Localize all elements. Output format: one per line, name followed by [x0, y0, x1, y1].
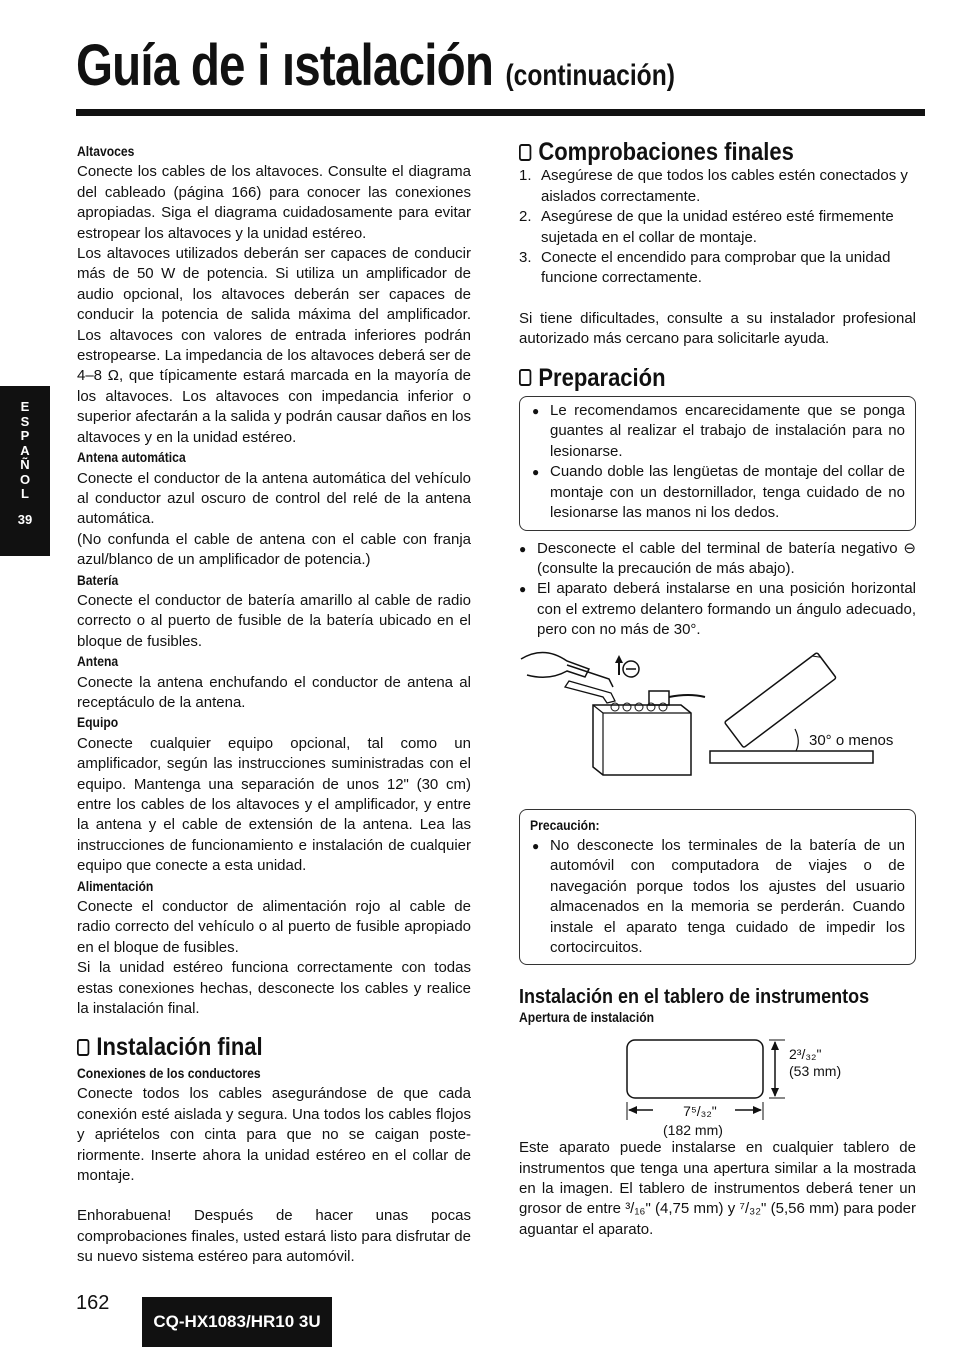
section-box-icon [519, 144, 531, 161]
page-title [76, 32, 675, 99]
comprobaciones-note: Si tiene dificultades, consulte a su instalador profesional autorizado más cercano para solicitarle ayuda. [519, 309, 916, 348]
instalacion-final-title [77, 1033, 424, 1062]
antena-heading: Antena [77, 654, 119, 670]
left-column [77, 142, 471, 1268]
tablero-title: Instalación en el tablero de instrumentos [519, 986, 870, 1009]
equipo-p1: Conecte cualquier equipo opcional, tal como un amplificador, según las instrucciones suministradas con el equipo. Mantenga una separación de unos 12" (30 cm) entre los cables de los altavoces y el amplificador, y entre la antena y el cable de extensión de la antena. Lea las instrucciones de funcionamiento e instalación de cualquier equipo que conecte a esta unidad. [77, 734, 471, 875]
installation-illustration [519, 641, 916, 803]
altavoces-heading: Altavoces [77, 144, 135, 159]
preparacion-list [519, 539, 916, 641]
comprobaciones-title-text: Comprobaciones finales [538, 138, 794, 166]
altavoces-p1: Conecte los cables de los altavoces. Consulte el diagrama del cableado (página 166) para conocer las conexiones apropiadas. Siga el diagrama cuidadosamente para evitar estropear los altavoces y la unidad estéreo. [77, 163, 471, 242]
page-title-main: Guía de i ıstalación [76, 33, 494, 98]
list-item: ● No desconecte los terminales de la batería de un automóvil con computadora de viajes o de navegación porque todos los ajustes del usuario almacenados en la memoria se perderán. Cuando instale el aparato tenga cuidado de impedir los cortocircuitos. [532, 836, 905, 956]
opening-diagram [519, 1028, 916, 1138]
list-item: ● Le recomendamos encarecidamente que se ponga guantes al realizar el trabajo de instalación para no lesionarse. [532, 402, 905, 460]
list-item: ● El aparato deberá instalarse en una posición horizontal con el extremo delantero formando un ángulo adecuado, pero con no más de 30°. [519, 580, 916, 639]
battery-illustration [519, 641, 916, 803]
precaucion-box [519, 809, 916, 966]
side-tab-letter: P [20, 428, 30, 443]
bateria-p1: Conecte el conductor de batería amarillo al cable de radio correcto o al puerto de fusible de la batería ubicado en el bloque de fusibles. [77, 591, 471, 650]
apertura-heading: Apertura de instalación [519, 1009, 655, 1025]
preparacion-warning-box [519, 396, 916, 530]
side-tab-page: 39 [17, 511, 33, 527]
list-item: 2. Asegúrese de que la unidad estéreo esté firmemente sujetada en el collar de montaje. [519, 208, 894, 246]
preparacion-title [519, 363, 868, 392]
page-title-suffix: (continuación) [505, 59, 675, 92]
width-dimension: 7⁵/₃₂" (182 mm) [663, 1103, 723, 1139]
comprobaciones-title [519, 138, 868, 166]
altavoces-p2: Los altavoces utilizados deberán ser capaces de conducir más de 50 W de potencia. Si utiliza un amplificador de audio opcional, los altavoces deberán ser capaces de conducir la potencia de salida máxima del amplificador. Los altavoces con valores de entrada inferiores podrán estropearse. La impedancia de los altavoces deberá ser de 4–8 Ω, que típicamente estará marcada en la mayoría de los altavoces. Los altavoces con impedancia inferior o superior afectarán a la salida y podrán causar daños en los altavoces y en la unidad estéreo. [77, 245, 471, 446]
language-side-tab [0, 386, 50, 556]
instalacion-final-title-text: Instalación final [96, 1033, 263, 1062]
model-badge [142, 1297, 332, 1347]
list-item: 3. Conecte el encendido para comprobar que la unidad funcione correctamente. [519, 249, 891, 287]
equipo-heading: Equipo [77, 715, 119, 731]
section-box-icon [519, 369, 531, 386]
tablero-p1: Este aparato puede instalarse en cualquier tablero de instrumentos que tenga una apertura similar a la mostrada en la imagen. El tablero de instrumentos deberá tener un grosor de entre ³/₁₆" (4,75 mm) y ⁷/₃₂" (5,56 mm) para poder aguantar el aparato. [519, 1139, 916, 1238]
instalacion-final-p2: Enhorabuena! Después de hacer unas pocas comprobaciones finales, usted estará listo para disfrutar de su nuevo sistema estéreo para automóvil. [77, 1207, 471, 1266]
alimentacion-p1: Conecte el conductor de alimentación rojo al cable de radio correcto del vehículo o al puerto de fusible apropiado en el bloque de fusibles. [77, 898, 471, 956]
comprobaciones-list [519, 166, 916, 288]
alimentacion-p2: Si la unidad estéreo funciona correctamente con todas estas conexiones hechas, desconecte los cables y realice la instalación final. [77, 959, 471, 1018]
precaucion-heading: Precaución: [530, 817, 600, 833]
side-tab-letter: A [20, 442, 30, 458]
angle-label: 30° o menos [809, 731, 894, 749]
side-tab-letter: E [20, 399, 30, 414]
antena-auto-p1: Conecte el conductor de la antena automática del vehículo al conductor azul oscuro de control del relé de la antena automática. [77, 469, 471, 528]
list-item: 1. Asegúrese de que todos los cables estén conectados y aislados correctamente. [519, 167, 908, 205]
model-label: CQ-HX1083/HR10 3U [153, 1312, 321, 1331]
title-rule [76, 109, 925, 116]
instalacion-final-p1: Conecte todos los cables asegurándose de que cada conexión esté aislada y segura. Una todos los cables flojos y apriételos con cinta para que no se caigan poste-riormente. Inserte ahora la unidad estéreo en el collar de montaje. [77, 1085, 471, 1184]
side-tab-letter: Ñ [20, 457, 30, 472]
alimentacion-heading: Alimentación [77, 878, 154, 894]
height-dimension: 2³/₃₂" (53 mm) [789, 1046, 842, 1080]
list-item: ● Desconecte el cable del terminal de batería negativo ⊖ (consulte la precaución de más abajo). [519, 539, 916, 577]
bateria-heading: Batería [77, 572, 119, 588]
preparacion-title-text: Preparación [538, 363, 666, 392]
side-tab-letter: L [21, 486, 29, 501]
conexiones-heading: Conexiones de los conductores [77, 1065, 261, 1081]
list-item: ● Cuando doble las lengüetas de montaje del collar de montaje con un destornillador, tenga cuidado de no lesionarse las manos ni los dedos. [532, 463, 905, 522]
antena-p1: Conecte la antena enchufando el conductor de antena al receptáculo de la antena. [77, 673, 471, 711]
antena-auto-p2: (No confunda el cable de antena con el cable con franja azul/blanco de un amplificador de potencia.) [77, 530, 471, 569]
antena-auto-heading: Antena automática [77, 450, 186, 466]
right-column [519, 138, 916, 1240]
page-number: 162 [76, 1292, 110, 1314]
side-tab-letter: O [19, 471, 31, 487]
section-box-icon [77, 1039, 89, 1056]
side-tab-letter: S [20, 413, 30, 429]
